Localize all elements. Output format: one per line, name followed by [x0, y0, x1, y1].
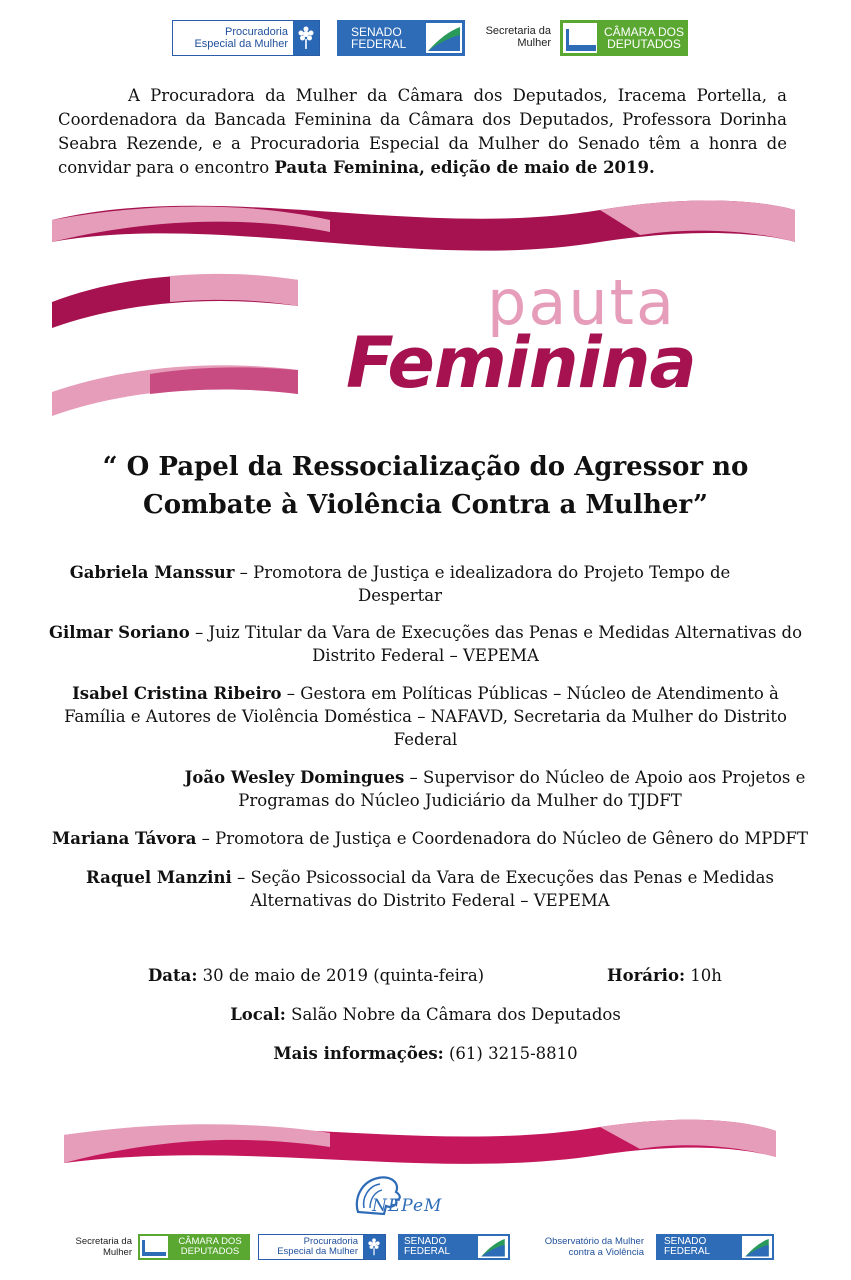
invitation-event-name: Pauta Feminina, edição de maio de 2019.	[274, 158, 655, 177]
speaker-item	[130, 766, 851, 812]
talk-title	[40, 448, 811, 524]
speaker-name: Raquel Manzini	[86, 868, 232, 887]
speaker-name: João Wesley Domingues	[184, 768, 405, 787]
senado-emblem-icon	[478, 1236, 508, 1258]
speaker-item	[40, 561, 760, 607]
logo-text: Especial da Mulher	[194, 38, 288, 50]
footer-secretaria-text: Secretaria da Mulher	[75, 1236, 132, 1258]
speaker-name: Isabel Cristina Ribeiro	[72, 684, 282, 703]
nepem-text: NEPeM	[372, 1196, 443, 1216]
speaker-role: Família e Autores de Violência Doméstica – NAFAVD, Secretaria da Mulher do Distrito	[64, 707, 787, 726]
invitation-text: A Procuradora da Mulher da Câmara dos Deputados, Iracema Portella, a Coordenadora da Bancada Feminina da Câmara dos Deputados, Professora Dorinha Seabra Rezende, e a Procuradoria Especial da Mulher do Senado têm a honra de convidar para o encontro	[58, 86, 787, 177]
speaker-item	[60, 866, 800, 912]
logo-text: FEDERAL	[351, 37, 407, 51]
speaker-name: Gilmar Soriano	[48, 623, 190, 642]
speaker-role: – Gestora em Políticas Públicas – Núcleo de Atendimento à	[281, 684, 779, 703]
secretaria-logo-text: Secretaria da Mulher	[485, 25, 551, 49]
speaker-role: Federal	[393, 730, 458, 749]
speaker-role: Programas do Núcleo Judiciário da Mulher do TJDFT	[238, 791, 682, 810]
speaker-role: Alternativas do Distrito Federal – VEPEMA	[250, 891, 610, 910]
speaker-role: Despertar	[357, 586, 443, 605]
footer-procuradoria-logo: Procuradoria Especial da Mulher	[258, 1234, 386, 1260]
camara-emblem-icon	[563, 23, 597, 53]
speaker-role: – Juiz Titular da Vara de Execuções das Penas e Medidas Alternativas do	[189, 623, 803, 642]
speaker-role: Distrito Federal – VEPEMA	[312, 646, 539, 665]
invitation-paragraph	[58, 84, 787, 180]
nepem-logo	[350, 1172, 480, 1220]
event-time: Horário: 10h	[607, 966, 722, 985]
senado-emblem-icon	[426, 23, 462, 53]
event-date: Data: 30 de maio de 2019 (quinta-feira)	[148, 966, 485, 985]
speaker-name: Gabriela Manssur	[69, 563, 235, 582]
speaker-role: – Promotora de Justiça e Coordenadora do Núcleo de Gênero do MPDFT	[196, 829, 809, 848]
footer-camara-logo: CÂMARA DOS DEPUTADOS	[138, 1234, 250, 1260]
bottom-ribbon-graphic	[0, 1105, 851, 1175]
event-contact: Mais informações: (61) 3215-8810	[273, 1044, 578, 1063]
senado-logo	[337, 20, 465, 56]
footer-senado-logo-2: SENADO FEDERAL	[656, 1234, 774, 1260]
procuradoria-logo	[172, 20, 320, 56]
event-place: Local: Salão Nobre da Câmara dos Deputados	[230, 1005, 621, 1024]
speaker-item	[30, 827, 830, 850]
speaker-item	[40, 682, 811, 751]
speaker-role: – Promotora de Justiça e idealizadora do Projeto Tempo de	[234, 563, 731, 582]
talk-title-line: Combate à Violência Contra a Mulher”	[143, 490, 708, 520]
logo-text: SENADO	[351, 25, 402, 39]
ribbon-lower-dark	[150, 367, 298, 394]
speaker-name: Mariana Távora	[51, 829, 197, 848]
flower-icon	[363, 1235, 385, 1259]
speaker-role: – Seção Psicossocial da Vara de Execuções das Penas e Medidas	[231, 868, 774, 887]
brand-word-feminina: Feminina	[346, 322, 696, 404]
flower-icon	[293, 21, 319, 55]
footer-observatorio-text: Observatório da Mulher contra a Violência	[544, 1236, 644, 1258]
senado-emblem-icon	[742, 1236, 772, 1258]
speaker-role: – Supervisor do Núcleo de Apoio aos Projetos e	[404, 768, 806, 787]
camara-emblem-icon	[140, 1236, 168, 1258]
footer-senado-logo: SENADO FEDERAL	[398, 1234, 510, 1260]
logo-text: Procuradoria	[225, 26, 288, 38]
camara-logo: CÂMARA DOS DEPUTADOS	[560, 20, 688, 56]
brand-word-pauta: pauta	[487, 266, 676, 339]
talk-title-line: “ O Papel da Ressocialização do Agressor no	[102, 452, 749, 482]
speaker-item	[40, 621, 811, 667]
